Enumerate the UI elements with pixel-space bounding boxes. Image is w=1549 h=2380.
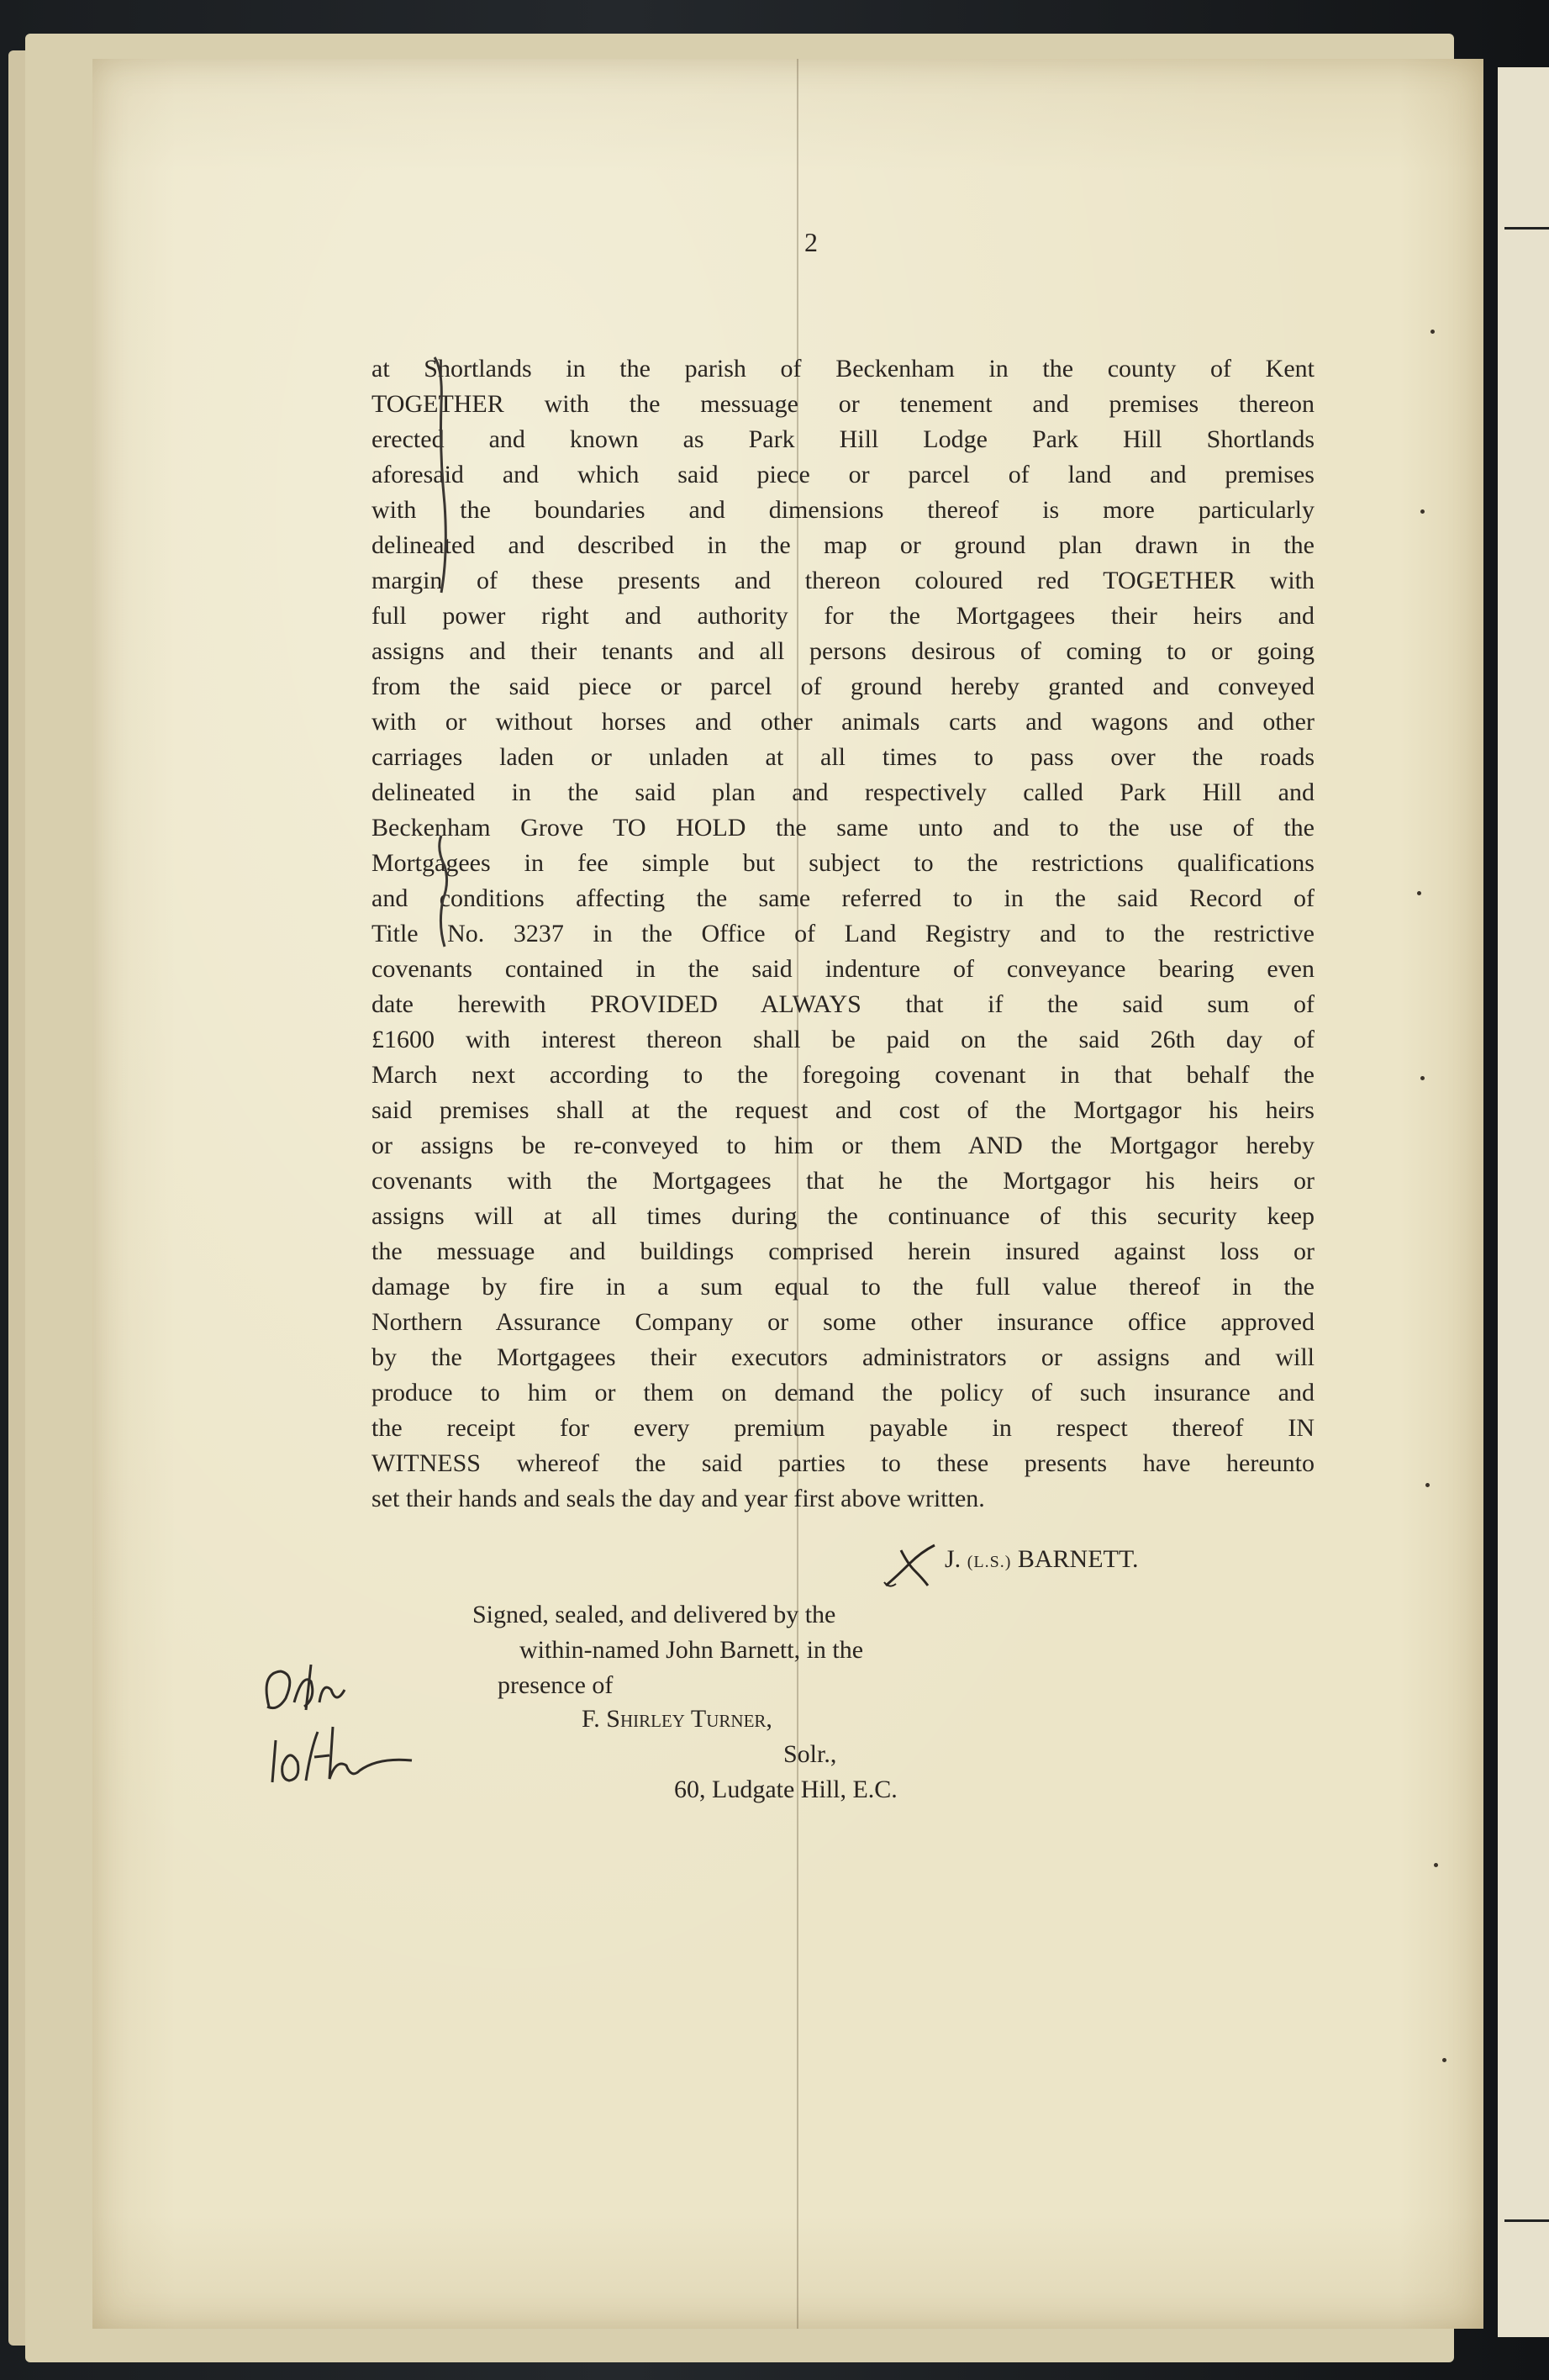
- page-number: 2: [804, 227, 818, 257]
- deed-text-line: produce to him or them on demand the policy of such insurance and: [371, 1379, 1315, 1406]
- deed-text-line: the messuage and buildings comprised herein insured against loss or: [371, 1237, 1315, 1265]
- deed-text-line: with or without horses and other animals carts and wagons and other: [371, 708, 1315, 736]
- deed-text-line: TOGETHER with the messuage or tenement and premises thereon: [371, 390, 1315, 418]
- paper-speck: [1420, 509, 1425, 514]
- deed-text-line: erected and known as Park Hill Lodge Park Hill Shortlands: [371, 425, 1315, 453]
- attestation-line: Signed, sealed, and delivered by the: [472, 1601, 836, 1628]
- deed-text-line: Northern Assurance Company or some other insurance office approved: [371, 1308, 1315, 1336]
- rule-line: [1504, 227, 1549, 230]
- deed-text-line: delineated in the said plan and respectively called Park Hill and: [371, 778, 1315, 806]
- handwritten-margin-notation: [252, 1656, 420, 1807]
- paper-speck: [1425, 1483, 1430, 1487]
- deed-text-line: covenants contained in the said indenture of conveyance bearing even: [371, 955, 1315, 983]
- deed-text-line: damage by fire in a sum equal to the full value thereof in the: [371, 1273, 1315, 1301]
- deed-text-line: set their hands and seals the day and year first above written.: [371, 1485, 985, 1512]
- deed-text-line: £1600 with interest thereon shall be paid on the said 26th day of: [371, 1026, 1315, 1053]
- paper-speck: [1420, 1076, 1425, 1080]
- deed-text-line: aforesaid and which said piece or parcel of land and premises: [371, 461, 1315, 488]
- deed-text-line: by the Mortgagees their executors administrators or assigns and will: [371, 1343, 1315, 1371]
- deed-text-line: carriages laden or unladen at all times to pass over the roads: [371, 743, 1315, 771]
- attestation-line: within-named John Barnett, in the: [519, 1636, 864, 1664]
- deed-text-line: assigns and their tenants and all persons desirous of coming to or going: [371, 637, 1315, 665]
- adjacent-page-edge: [1498, 67, 1549, 2337]
- deed-text-line: WITNESS whereof the said parties to these presents have hereunto: [371, 1449, 1315, 1477]
- deed-text-line: assigns will at all times during the continuance of this security keep: [371, 1202, 1315, 1230]
- deed-text-line: delineated and described in the map or ground plan drawn in the: [371, 531, 1315, 559]
- paper-speck: [1442, 2058, 1446, 2062]
- attestation-line: presence of: [498, 1671, 614, 1699]
- deed-text-line: full power right and authority for the Mortgagees their heirs and: [371, 602, 1315, 630]
- deed-text-line: Title No. 3237 in the Office of Land Registry and to the restrictive: [371, 920, 1315, 947]
- attestation-clause: [472, 1597, 968, 1703]
- deed-text-line: the receipt for every premium payable in respect thereof IN: [371, 1414, 1315, 1442]
- paper-speck: [1434, 1863, 1438, 1867]
- deed-text-line: or assigns be re-conveyed to him or them AND the Mortgagor hereby: [371, 1132, 1315, 1159]
- witness-block: [582, 1702, 1086, 1807]
- signature-initial: J.: [945, 1545, 962, 1573]
- seal-mark: (L.S.): [967, 1553, 1012, 1571]
- witness-address: 60, Ludgate Hill, E.C.: [674, 1776, 898, 1803]
- deed-text-line: Mortgagees in fee simple but subject to the restrictions qualifications: [371, 849, 1315, 877]
- signature-x-mark: [881, 1542, 940, 1591]
- deed-text-line: said premises shall at the request and cost of the Mortgagor his heirs: [371, 1096, 1315, 1124]
- deed-text-line: at Shortlands in the parish of Beckenham in the county of Kent: [371, 355, 1315, 383]
- witness-title: Solr.,: [783, 1740, 837, 1768]
- signature-line: [945, 1545, 1331, 1574]
- deed-text-line: with the boundaries and dimensions thereof is more particularly: [371, 496, 1315, 524]
- deed-text-line: from the said piece or parcel of ground hereby granted and conveyed: [371, 673, 1315, 700]
- deed-text-line: Beckenham Grove TO HOLD the same unto and to the use of the: [371, 814, 1315, 842]
- deed-text-line: and conditions affecting the same referred to in the said Record of: [371, 884, 1315, 912]
- rule-line: [1504, 2219, 1549, 2222]
- deed-text-line: March next according to the foregoing covenant in that behalf the: [371, 1061, 1315, 1089]
- margin-bracket-mark: [424, 832, 458, 950]
- signature-surname: BARNETT.: [1017, 1545, 1139, 1573]
- margin-bracket-mark: [424, 353, 458, 597]
- deed-body-text: [371, 351, 1315, 1517]
- deed-text-line: date herewith PROVIDED ALWAYS that if the said sum of: [371, 990, 1315, 1018]
- paper-speck: [1417, 891, 1421, 895]
- deed-text-line: margin of these presents and thereon coloured red TOGETHER with: [371, 567, 1315, 594]
- paper-speck: [1430, 330, 1435, 334]
- witness-name: F. Shirley Turner,: [582, 1705, 772, 1733]
- deed-text-line: covenants with the Mortgagees that he the Mortgagor his heirs or: [371, 1167, 1315, 1195]
